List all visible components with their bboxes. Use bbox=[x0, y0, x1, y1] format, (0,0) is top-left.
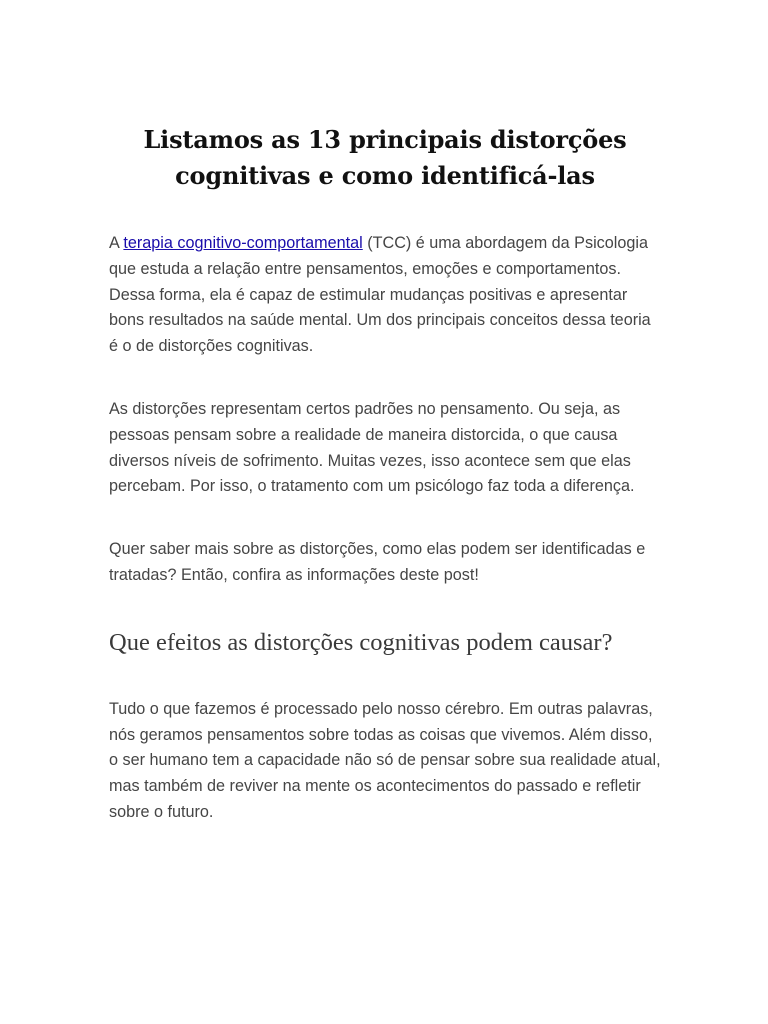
article-title: Listamos as 13 principais distorções cognitivas e como identificá-las bbox=[143, 125, 627, 190]
intro-suffix: (TCC) é uma abordagem da Psicologia que estuda a relação entre pensamentos, emoções e comportamentos. Dessa forma, ela é capaz de estimular mudanças positivas e apresentar bons resultados na saúde mental. Um dos principais conceitos dessa teoria é o de distorções cognitivas. bbox=[109, 234, 651, 356]
intro-prefix: A bbox=[109, 234, 124, 252]
paragraph-call-to-action: Quer saber mais sobre as distorções, como elas podem ser identificadas e tratadas? Então, confira as informações deste post! bbox=[109, 540, 646, 584]
intro-paragraph bbox=[109, 231, 661, 360]
paragraph-distortions: As distorções representam certos padrões no pensamento. Ou seja, as pessoas pensam sobre a realidade de maneira distorcida, o que causa diversos níveis de sofrimento. Muitas vezes, isso acontece sem que elas percebam. Por isso, o tratamento com um psicólogo faz toda a diferença. bbox=[109, 399, 635, 496]
paragraph-effects: Tudo o que fazemos é processado pelo nosso cérebro. Em outras palavras, nós geramos pensamentos sobre todas as coisas que vivemos. Além disso, o ser humano tem a capacidade não só de pensar sobre sua realidade atual, mas também de reviver na mente os acontecimentos do passado e refletir sobre o futuro. bbox=[109, 699, 661, 821]
article-body bbox=[109, 122, 661, 863]
section-heading: Que efeitos as distorções cognitivas podem causar? bbox=[109, 628, 613, 656]
cbt-link[interactable]: terapia cognitivo-comportamental bbox=[123, 234, 363, 252]
